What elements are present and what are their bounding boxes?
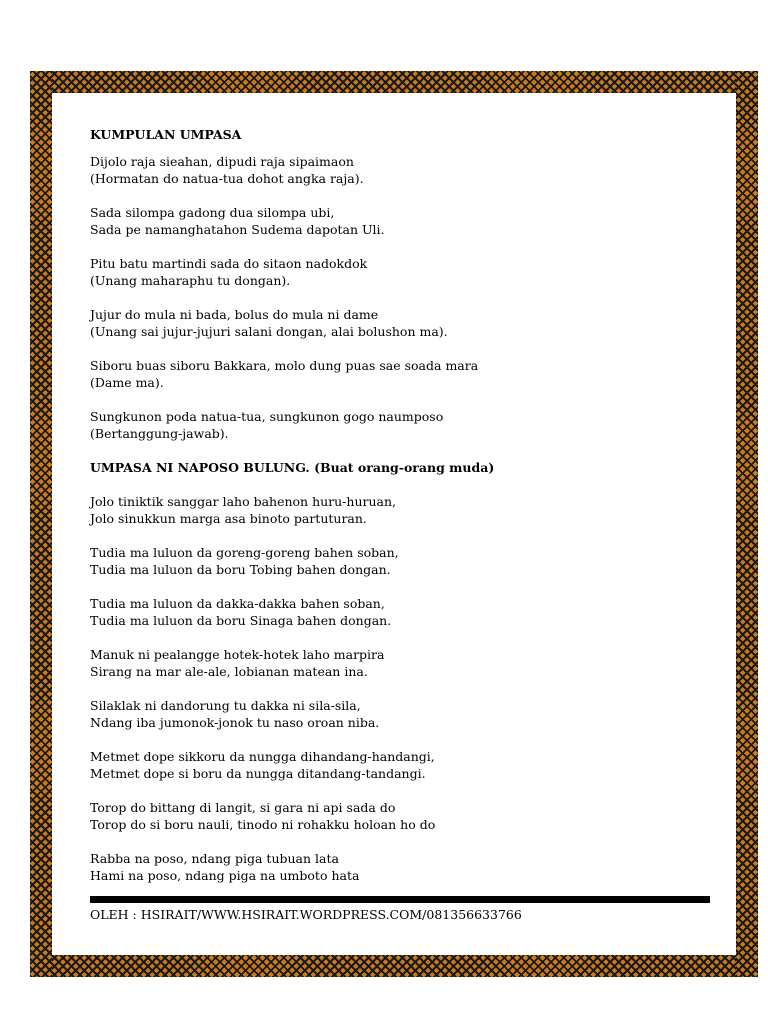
stanza-line: Tudia ma luluon da goreng-goreng bahen soban,	[90, 545, 399, 560]
stanza-line: Silaklak ni dandorung tu dakka ni sila-sila,	[90, 698, 361, 713]
stanza-line: Metmet dope sikkoru da nungga dihandang-handangi,	[90, 749, 435, 764]
stanza-line: (Unang maharaphu tu dongan).	[90, 273, 291, 288]
stanza-line: (Bertanggung-jawab).	[90, 426, 229, 441]
stanza-line: Sirang na mar ale-ale, lobianan matean ina.	[90, 664, 368, 679]
stanza-line: Rabba na poso, ndang piga tubuan lata	[90, 851, 339, 866]
stanza-line: (Unang sai jujur-jujuri salani dongan, alai bolushon ma).	[90, 324, 448, 339]
footer-credit: OLEH : HSIRAIT/WWW.HSIRAIT.WORDPRESS.COM/081356633766	[90, 907, 522, 922]
document-body	[90, 126, 710, 901]
stanza-line: Dijolo raja sieahan, dipudi raja sipaimaon	[90, 154, 354, 169]
stanza-line: Tudia ma luluon da boru Tobing bahen dongan.	[90, 562, 391, 577]
decorative-border-left	[30, 71, 52, 977]
document-title: KUMPULAN UMPASA	[90, 127, 242, 142]
decorative-border-right	[736, 71, 758, 977]
stanza-line: Sungkunon poda natua-tua, sungkunon gogo naumposo	[90, 409, 444, 424]
stanza-line: Jujur do mula ni bada, bolus do mula ni dame	[90, 307, 379, 322]
stanza	[90, 357, 710, 391]
stanza	[90, 595, 710, 629]
stanza	[90, 646, 710, 680]
stanza-line: Jolo tiniktik sanggar laho bahenon huru-huruan,	[90, 494, 397, 509]
stanza-line: Tudia ma luluon da dakka-dakka bahen soban,	[90, 596, 385, 611]
stanza-line: Tudia ma luluon da boru Sinaga bahen dongan.	[90, 613, 392, 628]
stanza	[90, 799, 710, 833]
horizontal-rule	[90, 896, 710, 903]
stanza	[90, 697, 710, 731]
stanza-line: (Hormatan do natua-tua dohot angka raja).	[90, 171, 364, 186]
stanza-line: Metmet dope si boru da nungga ditandang-tandangi.	[90, 766, 426, 781]
stanza-line: (Dame ma).	[90, 375, 164, 390]
stanza	[90, 153, 710, 187]
stanza-line: Ndang iba jumonok-jonok tu naso oroan niba.	[90, 715, 380, 730]
section-title: UMPASA NI NAPOSO BULUNG. (Buat orang-orang muda)	[90, 460, 495, 475]
stanza	[90, 748, 710, 782]
stanza	[90, 255, 710, 289]
stanza-line: Hami na poso, ndang piga na umboto hata	[90, 868, 360, 883]
stanza-line: Sada silompa gadong dua silompa ubi,	[90, 205, 335, 220]
stanza-list-general	[90, 153, 710, 442]
stanza	[90, 408, 710, 442]
stanza	[90, 493, 710, 527]
stanza-line: Torop do si boru nauli, tinodo ni rohakku holoan ho do	[90, 817, 436, 832]
stanza	[90, 544, 710, 578]
stanza-line: Jolo sinukkun marga asa binoto partuturan.	[90, 511, 367, 526]
stanza-line: Sada pe namanghatahon Sudema dapotan Uli.	[90, 222, 385, 237]
stanza	[90, 306, 710, 340]
stanza-line: Siboru buas siboru Bakkara, molo dung puas sae soada mara	[90, 358, 479, 373]
stanza-line: Torop do bittang di langit, si gara ni api sada do	[90, 800, 396, 815]
stanza-line: Manuk ni pealangge hotek-hotek laho marpira	[90, 647, 385, 662]
decorative-border-top	[30, 71, 758, 93]
stanza-list-youth	[90, 493, 710, 884]
decorative-border-bottom	[30, 955, 758, 977]
stanza	[90, 204, 710, 238]
stanza	[90, 850, 710, 884]
stanza-line: Pitu batu martindi sada do sitaon nadokdok	[90, 256, 368, 271]
